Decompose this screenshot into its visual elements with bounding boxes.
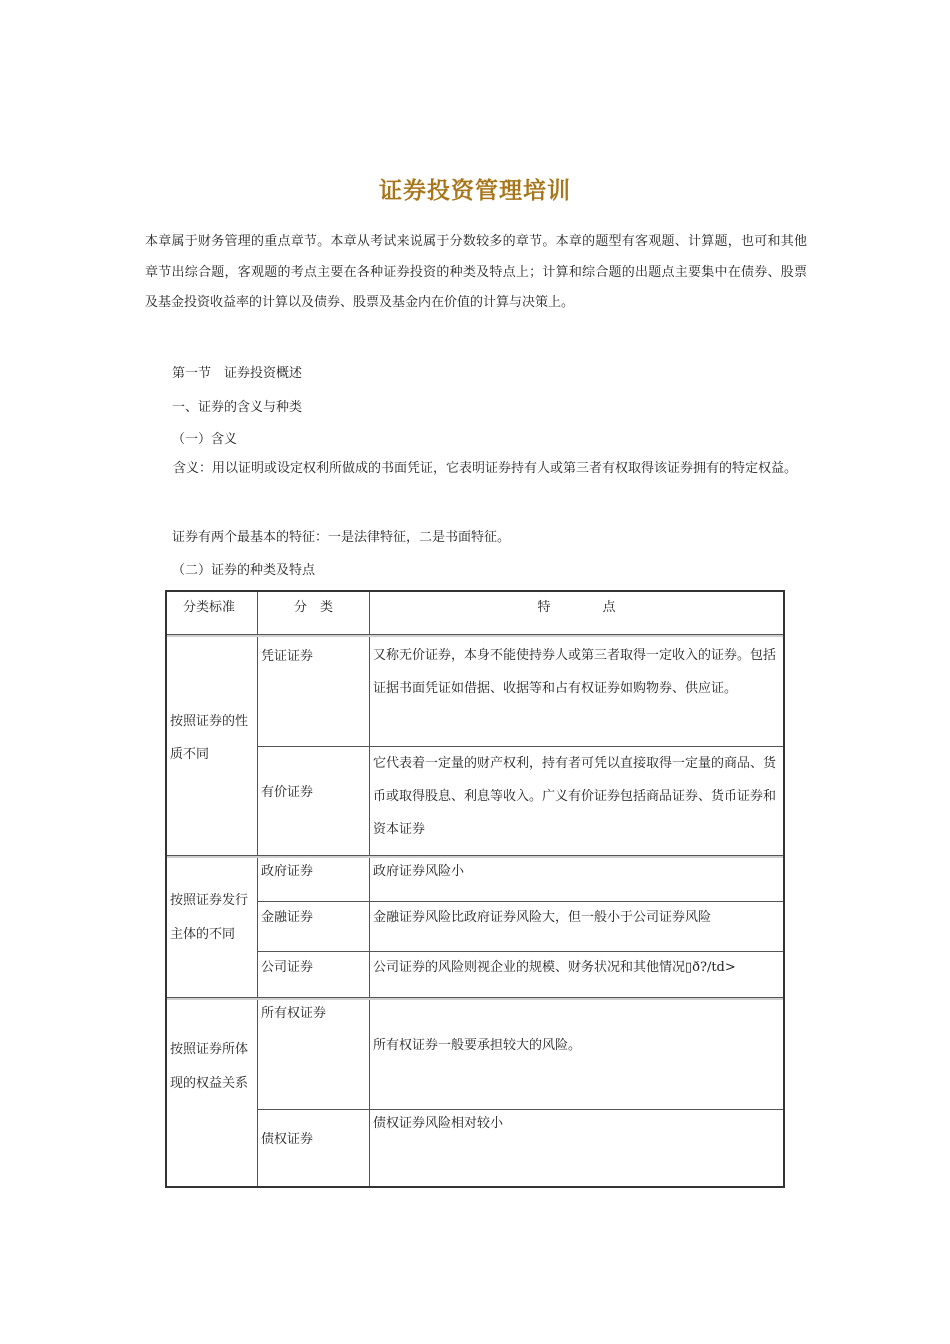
features-paragraph: 证券有两个最基本的特征：一是法律特征，二是书面特征。 [172,530,511,545]
subsection-types: （二）证券的种类及特点 [172,563,316,578]
group-label-equity-relation: 按照证券所体现的权益关系 [167,1000,258,1186]
intro-paragraph: 本章属于财务管理的重点章节。本章从考试来说属于分数较多的章节。本章的题型有客观题、计算题，也可和其他章节出综合题，客观题的考点主要在各种证券投资的种类及特点上；计算和综合题的出题点主要集中在债券、股票及基金投资收益率的计算以及债券、股票及基金内在价值的计算与决策上。 [145,234,807,310]
feature-cell: 债权证券风险相对较小 [373,1116,504,1131]
securities-table [165,590,785,1188]
section-heading: 第一节 证券投资概述 [172,366,303,381]
feature-cell: 它代表着一定量的财产权利，持有者可凭以直接取得一定量的商品、货币或取得股息、利息等收入。广义有价证券包括商品证券、货币证券和资本证券 [370,747,783,856]
type-cell: 凭证证券 [258,637,370,747]
group-label-nature: 按照证券的性质不同 [167,637,258,856]
header-category-standard: 分类标准 [167,592,258,635]
subsection-heading: 一、证券的含义与种类 [172,400,303,415]
feature-cell: 政府证券风险小 [370,858,783,902]
feature-cell: 公司证券的风险则视企业的规模、财务状况和其他情况▯ð?/td> [370,952,783,998]
header-features: 特 点 [370,592,783,635]
subsection-meaning: （一）含义 [172,432,238,447]
type-cell: 政府证券 [258,858,370,902]
type-cell: 债权证券 [258,1110,370,1186]
feature-cell: 所有权证券一般要承担较大的风险。 [370,1000,783,1110]
page-title: 证券投资管理培训 [379,178,571,204]
group-label-issuer: 按照证券发行主体的不同 [167,858,258,998]
feature-cell: 金融证券风险比政府证券风险大，但一般小于公司证券风险 [370,902,783,952]
type-cell: 金融证券 [258,902,370,952]
type-cell: 有价证券 [258,747,370,856]
type-cell: 所有权证券 [258,1000,370,1110]
type-cell: 公司证券 [258,952,370,998]
feature-cell: 又称无价证券，本身不能使持券人或第三者取得一定收入的证券。包括证据书面凭证如借据、收据等和占有权证券如购物券、供应证。 [370,637,783,747]
definition-paragraph: 含义：用以证明或设定权利所做成的书面凭证，它表明证券持有人或第三者有权取得该证券拥有的特定权益。 [173,461,798,476]
header-category: 分 类 [258,592,370,635]
